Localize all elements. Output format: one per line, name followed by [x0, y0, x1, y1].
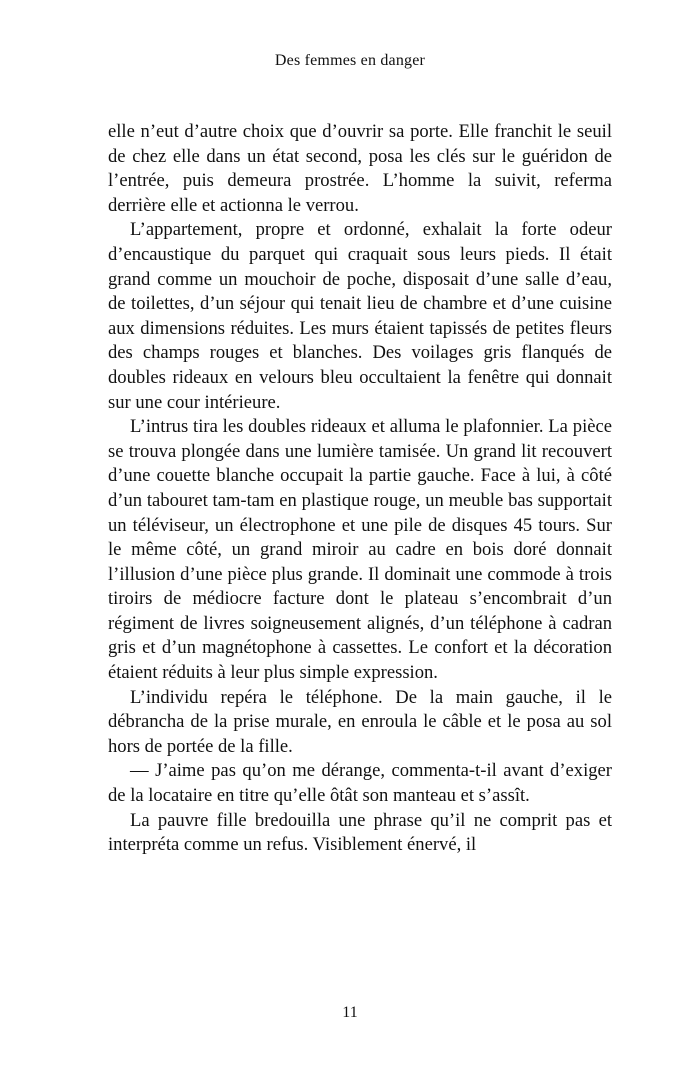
paragraph-4: L’individu repéra le téléphone. De la main gauche, il le débrancha de la prise murale, en enroula le câble et le posa au sol hors de portée de la fille.	[108, 686, 612, 757]
paragraph-6: La pauvre fille bredouilla une phrase qu’il ne comprit pas et interpréta comme un refus. Visiblement énervé, il	[108, 809, 612, 856]
paragraph-1: elle n’eut d’autre choix que d’ouvrir sa porte. Elle franchit le seuil de chez elle dans un état second, posa les clés sur le guéridon de l’entrée, puis demeura prostrée. L’homme la suivit, referma derrière elle et actionna le verrou.	[108, 121, 612, 216]
paragraph-2: L’appartement, propre et ordonné, exhalait la forte odeur d’encaustique du parquet qui craquait sous leurs pieds. Il était grand comme un mouchoir de poche, disposait d’une salle d’eau, de toilettes, d’un séjour qui tenait lieu de chambre et d’une cuisine aux dimensions réduites. Les murs étaient tapissés de petites fleurs des champs rouges et blanches. Des voilages gris flanqués de doubles rideaux en velours bleu occultaient la fenêtre qui donnait sur une cour intérieure.	[108, 219, 612, 413]
running-head: Des femmes en danger	[274, 52, 426, 69]
body-text	[108, 120, 612, 858]
paragraph-3: L’intrus tira les doubles rideaux et alluma le plafonnier. La pièce se trouva plongée dans une lumière tamisée. Un grand lit recouvert d’une couette blanche occupait la partie gauche. Face à lui, à côté d’un tabouret tam-tam en plastique rouge, un meuble bas supportait un téléviseur, un électrophone et une pile de disques 45 tours. Sur le même côté, un grand miroir au cadre en bois doré donnait l’illusion d’une pièce plus grande. Il dominait une commode à trois tiroirs de médiocre facture dont le plateau s’encombrait d’un régiment de livres soigneusement alignés, d’un téléphone à cadran gris et d’un magnétophone à cassettes. Le confort et la décoration étaient réduits à leur plus simple expression.	[108, 416, 612, 684]
paragraph-5-dialogue: — J’aime pas qu’on me dérange, commenta-t-il avant d’exiger de la locataire en titre qu’elle ôtât son manteau et s’assît.	[108, 760, 612, 807]
page-number: 11	[342, 1004, 358, 1021]
